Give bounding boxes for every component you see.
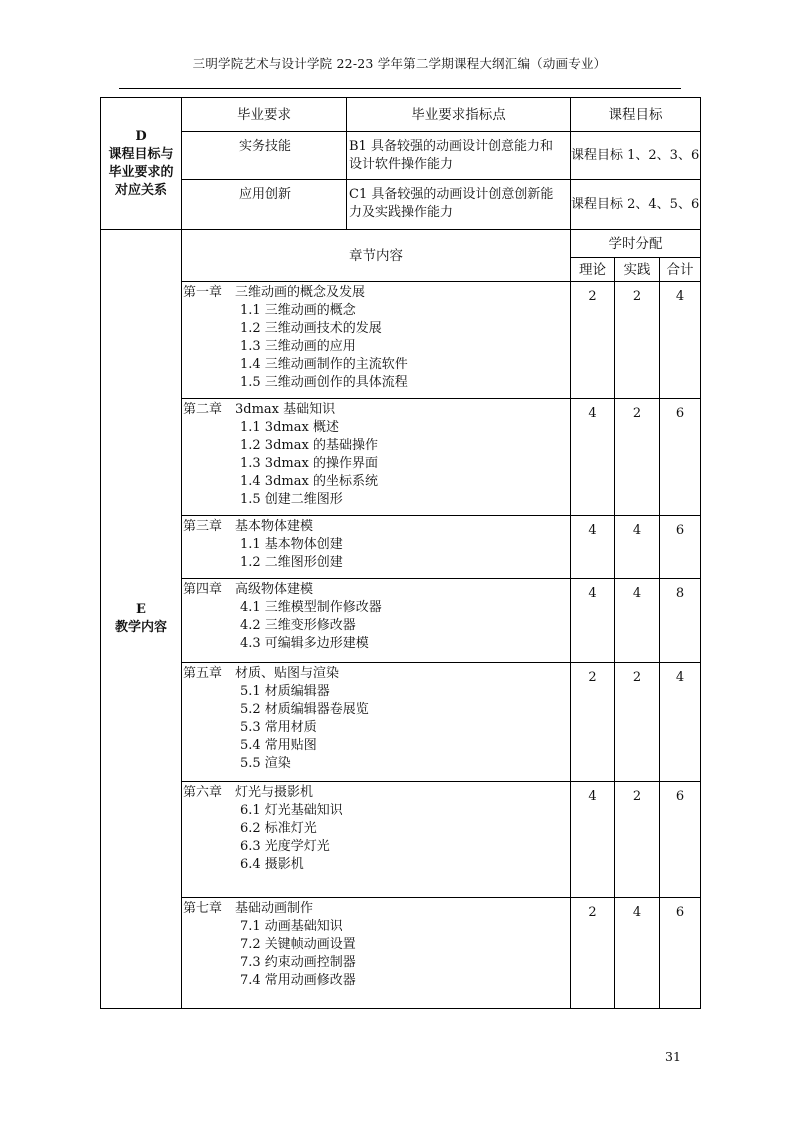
practice-hours: 4 xyxy=(615,516,660,579)
total-hours: 4 xyxy=(660,663,701,782)
theory-hours: 4 xyxy=(571,399,615,516)
chapter-title: 第二章 3dmax 基础知识 xyxy=(183,402,336,417)
chapter-item: 1.5 创建二维图形 xyxy=(240,492,343,507)
chapter-content xyxy=(182,399,571,516)
theory-hours: 2 xyxy=(571,663,615,782)
chapter-row xyxy=(101,782,701,898)
requirement-cell: 应用创新 xyxy=(182,180,347,230)
goal-cell: 课程目标 2、4、5、6 xyxy=(571,180,701,230)
chapter-item: 1.3 3dmax 的操作界面 xyxy=(240,456,378,471)
chapter-content xyxy=(182,663,571,782)
practice-hours: 2 xyxy=(615,399,660,516)
chapter-item: 1.3 三维动画的应用 xyxy=(240,339,356,354)
section-e-label xyxy=(101,230,182,1009)
chapter-row xyxy=(101,282,701,399)
header-content: 章节内容 xyxy=(182,230,571,282)
chapter-item: 6.2 标准灯光 xyxy=(240,821,317,836)
header-hours: 学时分配 xyxy=(571,230,701,258)
chapter-item: 5.4 常用贴图 xyxy=(240,738,317,753)
indicator-line: B1 具备较强的动画设计创意能力和 xyxy=(349,139,553,154)
chapter-item: 4.3 可编辑多边形建模 xyxy=(240,636,369,651)
section-d-title-line: 课程目标与 xyxy=(108,146,174,162)
chapter-title: 第四章 高级物体建模 xyxy=(183,582,314,597)
total-hours: 6 xyxy=(660,782,701,898)
indicator-cell xyxy=(347,132,571,180)
chapter-item: 7.3 约束动画控制器 xyxy=(240,955,356,970)
chapter-item: 4.2 三维变形修改器 xyxy=(240,618,356,633)
chapter-item: 1.4 3dmax 的坐标系统 xyxy=(240,474,378,489)
section-d-title-line: 对应关系 xyxy=(114,182,167,198)
theory-hours: 4 xyxy=(571,516,615,579)
total-hours: 6 xyxy=(660,399,701,516)
chapter-item: 4.1 三维模型制作修改器 xyxy=(240,600,382,615)
chapter-item: 7.2 关键帧动画设置 xyxy=(240,937,356,952)
chapter-item: 6.1 灯光基础知识 xyxy=(240,803,343,818)
chapter-title: 第五章 材质、贴图与渲染 xyxy=(183,666,340,681)
requirement-cell: 实务技能 xyxy=(182,132,347,180)
section-d-letter: D xyxy=(135,128,147,144)
header-indicator: 毕业要求指标点 xyxy=(347,98,571,132)
indicator-line: C1 具备较强的动画设计创意创新能 xyxy=(349,187,554,202)
section-d-label xyxy=(101,98,182,230)
theory-hours: 2 xyxy=(571,282,615,399)
total-hours: 8 xyxy=(660,579,701,663)
chapter-row xyxy=(101,399,701,516)
indicator-line: 力及实践操作能力 xyxy=(349,205,454,220)
header-total: 合计 xyxy=(660,258,701,282)
header-goal: 课程目标 xyxy=(571,98,701,132)
chapter-row xyxy=(101,898,701,1009)
chapter-row xyxy=(101,579,701,663)
chapter-item: 1.2 三维动画技术的发展 xyxy=(240,321,382,336)
chapter-item: 5.5 渲染 xyxy=(240,756,291,771)
header-requirement: 毕业要求 xyxy=(182,98,347,132)
syllabus-table xyxy=(100,97,701,1009)
chapter-item: 5.1 材质编辑器 xyxy=(240,684,330,699)
chapter-item: 1.2 二维图形创建 xyxy=(240,555,343,570)
indicator-cell xyxy=(347,180,571,230)
section-e-letter: E xyxy=(136,602,146,617)
practice-hours: 2 xyxy=(615,282,660,399)
chapter-title: 第三章 基本物体建模 xyxy=(183,519,314,534)
chapter-content xyxy=(182,898,571,1009)
indicator-line: 设计软件操作能力 xyxy=(349,157,454,172)
total-hours: 6 xyxy=(660,898,701,1009)
chapter-item: 5.2 材质编辑器卷展览 xyxy=(240,702,369,717)
chapter-item: 5.3 常用材质 xyxy=(240,720,317,735)
chapter-content xyxy=(182,282,571,399)
chapter-content xyxy=(182,579,571,663)
total-hours: 6 xyxy=(660,516,701,579)
chapter-title: 第六章 灯光与摄影机 xyxy=(183,785,314,800)
section-e-title: 教学内容 xyxy=(114,620,167,635)
chapter-row xyxy=(101,516,701,579)
chapter-item: 7.1 动画基础知识 xyxy=(240,919,343,934)
theory-hours: 4 xyxy=(571,579,615,663)
chapter-title: 第七章 基础动画制作 xyxy=(183,901,314,916)
chapter-item: 1.1 3dmax 概述 xyxy=(240,420,339,435)
total-hours: 4 xyxy=(660,282,701,399)
practice-hours: 4 xyxy=(615,898,660,1009)
theory-hours: 2 xyxy=(571,898,615,1009)
theory-hours: 4 xyxy=(571,782,615,898)
chapter-item: 7.4 常用动画修改器 xyxy=(240,973,356,988)
chapter-item: 6.4 摄影机 xyxy=(240,857,304,872)
practice-hours: 2 xyxy=(615,782,660,898)
chapter-item: 1.1 基本物体创建 xyxy=(240,537,343,552)
chapter-item: 1.2 3dmax 的基础操作 xyxy=(240,438,378,453)
chapter-item: 1.1 三维动画的概念 xyxy=(240,303,356,318)
goal-cell: 课程目标 1、2、3、6 xyxy=(571,132,701,180)
practice-hours: 2 xyxy=(615,663,660,782)
chapter-content xyxy=(182,782,571,898)
header-practice: 实践 xyxy=(615,258,660,282)
page-header: 三明学院艺术与设计学院 22-23 学年第二学期课程大纲汇编（动画专业） xyxy=(192,56,607,71)
header-theory: 理论 xyxy=(571,258,615,282)
section-d-title-line: 毕业要求的 xyxy=(108,164,174,180)
page-number: 31 xyxy=(665,1049,681,1064)
practice-hours: 4 xyxy=(615,579,660,663)
chapter-item: 6.3 光度学灯光 xyxy=(240,839,330,854)
chapter-item: 1.4 三维动画制作的主流软件 xyxy=(240,357,408,372)
chapter-content xyxy=(182,516,571,579)
chapter-item: 1.5 三维动画创作的具体流程 xyxy=(240,375,408,390)
chapter-row xyxy=(101,663,701,782)
chapter-title: 第一章 三维动画的概念及发展 xyxy=(183,285,366,300)
header-rule xyxy=(119,88,681,89)
